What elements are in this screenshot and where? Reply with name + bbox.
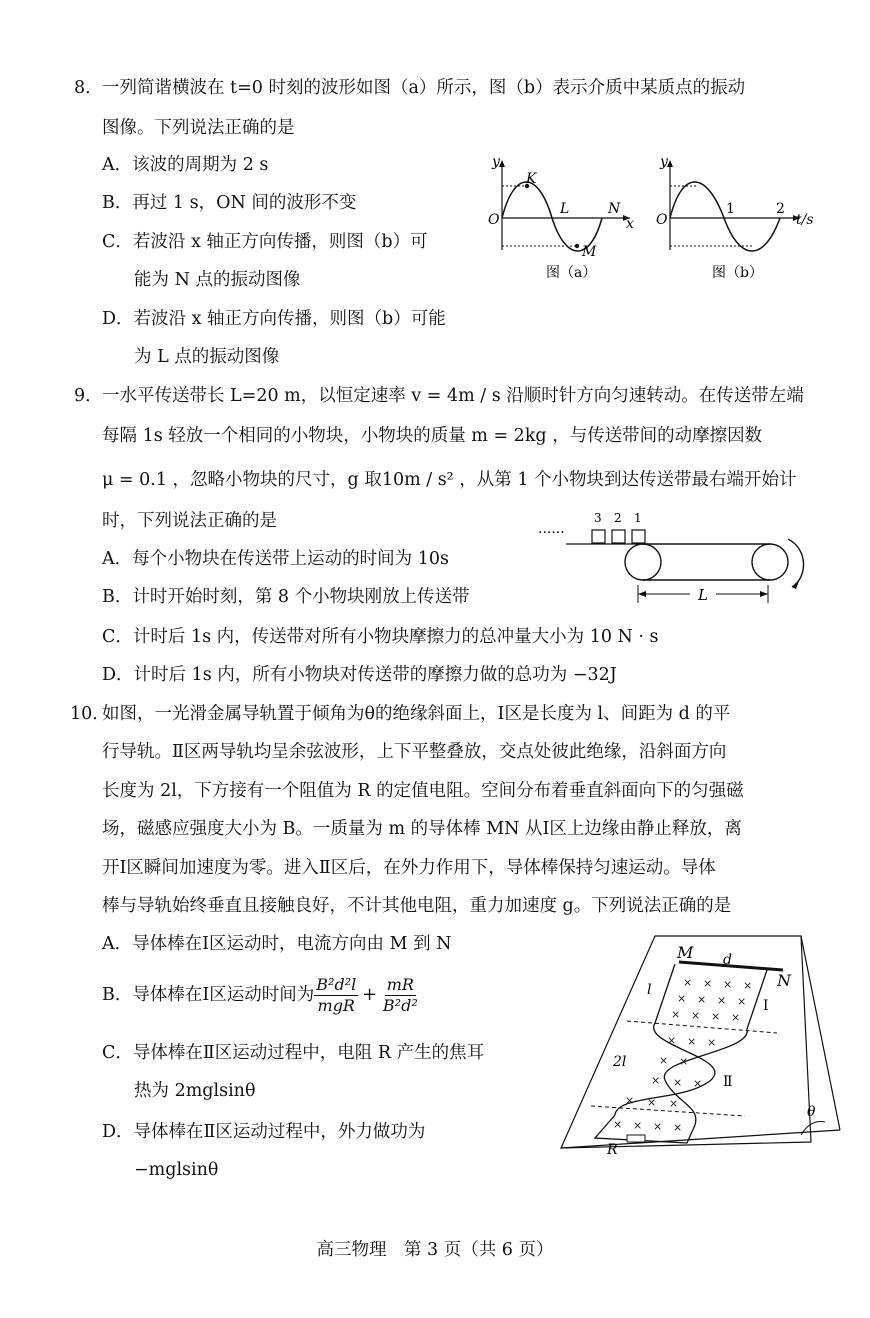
fig-a-k-label: K <box>526 171 537 187</box>
svg-text:×: × <box>625 1094 635 1107</box>
svg-text:×: × <box>671 1008 681 1021</box>
page-footer: 高三物理 第 3 页（共 6 页） <box>316 1240 554 1260</box>
q10-stem-line2: 行导轨。Ⅱ区两导轨均呈余弦波形，上下平整叠放，交点处彼此绝缘，沿斜面方向 <box>102 742 727 762</box>
q10-option-b <box>102 972 420 1018</box>
svg-text:×: × <box>731 1011 741 1024</box>
q10-option-d-line2: −mglsinθ <box>134 1160 219 1180</box>
q9-option-d: D．计时后 1s 内，所有小物块对传送带的摩擦力做的总功为 −32J <box>102 665 617 685</box>
q10-option-b-prefix: B．导体棒在Ⅰ区运动时间为 <box>102 985 315 1005</box>
block-1 <box>632 530 645 543</box>
block-2 <box>612 530 625 543</box>
belt-length-label: L <box>698 586 708 604</box>
region-ii-label: Ⅱ <box>723 1074 733 1090</box>
svg-text:×: × <box>683 976 693 989</box>
svg-text:×: × <box>659 1054 669 1067</box>
fig-b-y-label: y <box>660 154 668 170</box>
angle-theta-label: θ <box>807 1104 816 1120</box>
q10-number: 10． <box>70 704 110 724</box>
svg-text:×: × <box>653 1120 663 1133</box>
fig-a-y-label: y <box>492 154 500 170</box>
q8-stem-line2: 图像。下列说法正确的是 <box>102 118 295 138</box>
fig-b-t-label: t/s <box>796 212 814 228</box>
q9-stem-line3: μ = 0.1 ，忽略小物块的尺寸，g 取10m / s² ，从第 1 个小物块到达传送带最右端开始计 <box>102 470 797 490</box>
fraction-2-denominator: B²d² <box>382 995 418 1015</box>
q8-option-d-line2: 为 L 点的振动图像 <box>134 347 280 367</box>
magnetic-field-crosses <box>613 976 752 1134</box>
fig-a-x-label: x <box>626 216 634 232</box>
svg-text:×: × <box>703 977 713 990</box>
incline-rail-figure <box>555 930 845 1170</box>
svg-text:×: × <box>667 1034 677 1047</box>
fraction-1-denominator: mgR <box>317 995 355 1015</box>
svg-text:×: × <box>717 994 727 1007</box>
rotation-arrow <box>788 539 804 587</box>
svg-text:×: × <box>673 1076 683 1089</box>
q9-number: 9． <box>74 386 103 406</box>
rod-end-m-label: M <box>677 943 694 962</box>
region-i-label: Ⅰ <box>763 998 769 1014</box>
svg-text:×: × <box>743 979 753 992</box>
q10-option-a: A．导体棒在Ⅰ区运动时，电流方向由 M 到 N <box>102 934 452 954</box>
q9-option-a: A．每个小物块在传送带上运动的时间为 10s <box>102 549 449 569</box>
fig-a-n-label: N <box>608 201 621 217</box>
resistor-r-label: R <box>607 1142 618 1158</box>
fig-b-caption: 图（b） <box>712 265 763 281</box>
svg-text:×: × <box>711 1010 721 1023</box>
belt-dots: ······ <box>538 525 565 541</box>
q9-option-c: C．计时后 1s 内，传送带对所有小物块摩擦力的总冲量大小为 10 N · s <box>102 627 659 647</box>
svg-text:×: × <box>691 1009 701 1022</box>
svg-text:×: × <box>687 1035 697 1048</box>
svg-text:×: × <box>651 1074 661 1087</box>
svg-text:×: × <box>673 1121 683 1134</box>
svg-text:×: × <box>737 995 747 1008</box>
q8-stem-line1: 一列简谐横波在 t=0 时刻的波形如图（a）所示，图（b）表示介质中某质点的振动 <box>102 78 746 98</box>
q10-option-b-fraction-2 <box>381 975 420 1016</box>
q10-option-c-line1: C．导体棒在Ⅱ区运动过程中，电阻 R 产生的焦耳 <box>102 1043 485 1063</box>
resistor-r <box>627 1135 645 1142</box>
q9-option-b: B．计时开始时刻，第 8 个小物块刚放上传送带 <box>102 587 470 607</box>
svg-text:×: × <box>693 1077 703 1090</box>
block-3 <box>592 530 605 543</box>
q10-stem-line6: 棒与导轨始终垂直且接触良好，不计其他电阻，重力加速度 g。下列说法正确的是 <box>102 896 732 916</box>
svg-text:×: × <box>723 978 733 991</box>
svg-text:×: × <box>633 1119 643 1132</box>
vibration-figure-b <box>650 150 830 285</box>
fraction-2-numerator: mR <box>386 974 414 994</box>
q10-stem-line4: 场，磁感应强度大小为 B。一质量为 m 的导体棒 MN 从Ⅰ区上边缘由静止释放，离 <box>102 819 742 839</box>
q8-option-c-line1: C．若波沿 x 轴正方向传播，则图（b）可 <box>102 232 428 252</box>
block-1-label: 1 <box>634 511 642 525</box>
fig-a-caption: 图（a） <box>546 265 597 281</box>
length-l-label: l <box>647 982 652 998</box>
svg-text:×: × <box>677 992 687 1005</box>
svg-text:×: × <box>613 1118 623 1131</box>
q10-stem-line5: 开Ⅰ区瞬间加速度为零。进入Ⅱ区后，在外力作用下，导体棒保持匀速运动。导体 <box>102 858 716 878</box>
block-2-label: 2 <box>614 511 622 525</box>
q9-stem-line1: 一水平传送带长 L=20 m，以恒定速率 v = 4m / s 沿顺时针方向匀速转动。在传送带左端 <box>102 386 804 406</box>
q9-stem-line4: 时，下列说法正确的是 <box>102 511 277 531</box>
fraction-1-numerator: B²d²l <box>316 974 357 994</box>
fig-a-l-label: L <box>560 201 570 217</box>
svg-text:×: × <box>707 1036 717 1049</box>
q10-option-d-line1: D．导体棒在Ⅱ区运动过程中，外力做功为 <box>102 1122 426 1142</box>
q9-stem-line2: 每隔 1s 轻放一个相同的小物块，小物块的质量 m = 2kg ，与传送带间的动摩擦因数 <box>102 426 763 446</box>
svg-text:×: × <box>679 1055 689 1068</box>
block-3-label: 3 <box>594 511 602 525</box>
q10-stem-line3: 长度为 2l，下方接有一个阻值为 R 的定值电阻。空间分布着垂直斜面向下的匀强磁 <box>102 781 744 801</box>
right-pulley <box>752 544 788 580</box>
q8-number: 8． <box>74 78 103 98</box>
q10-option-b-plus: + <box>362 985 377 1005</box>
fig-b-o-label: O <box>656 212 668 228</box>
fig-b-tick-1: 1 <box>726 201 735 217</box>
q8-option-a: A．该波的周期为 2 s <box>102 155 269 175</box>
wave-figure-a <box>480 150 650 285</box>
q8-option-c-line2: 能为 N 点的振动图像 <box>134 270 301 290</box>
fig-a-o-label: O <box>488 212 500 228</box>
svg-text:×: × <box>697 993 707 1006</box>
svg-text:×: × <box>669 1097 679 1110</box>
q10-option-b-fraction-1 <box>314 975 358 1016</box>
rod-end-n-label: N <box>777 971 791 990</box>
fig-a-m-label: M <box>582 244 597 260</box>
q8-option-d-line1: D．若波沿 x 轴正方向传播，则图（b）可能 <box>102 309 446 329</box>
left-pulley <box>625 544 661 580</box>
spacing-d-label: d <box>723 952 732 968</box>
q10-option-c-line2: 热为 2mglsinθ <box>134 1081 256 1101</box>
fig-b-tick-2: 2 <box>776 201 785 217</box>
q10-stem-line1: 如图，一光滑金属导轨置于倾角为θ的绝缘斜面上，Ⅰ区是长度为 l、间距为 d 的平 <box>102 704 731 724</box>
length-2l-label: 2l <box>613 1054 627 1070</box>
svg-text:×: × <box>647 1096 657 1109</box>
conveyor-belt-figure <box>530 505 820 610</box>
q8-option-b: B．再过 1 s，ON 间的波形不变 <box>102 193 357 213</box>
